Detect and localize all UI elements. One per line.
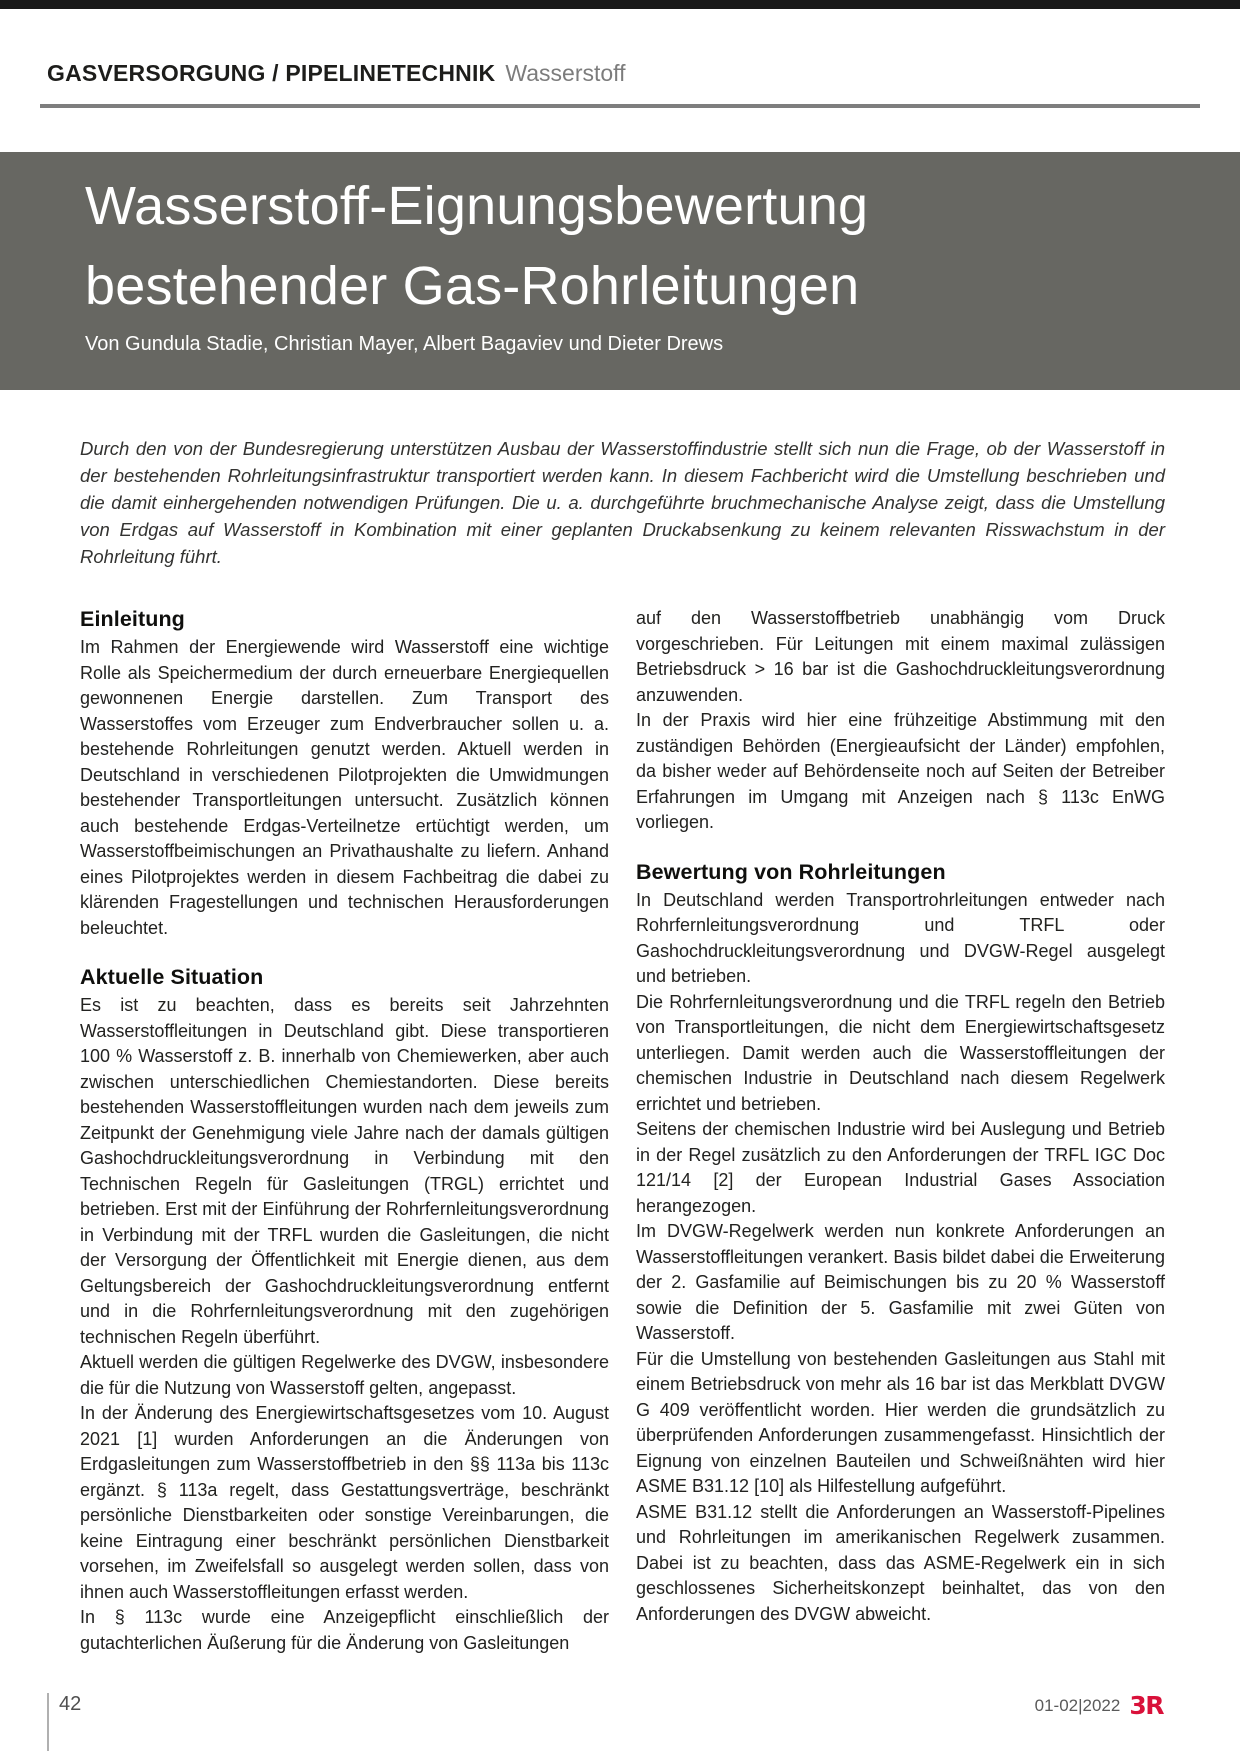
- article-columns: [80, 606, 1165, 1656]
- paragraph-situation-1: Es ist zu beachten, dass es bereits seit Jahrzehnten Wasserstoffleitungen in Deutschland gibt. Diese transportieren 100 % Wasserstoff z. B. innerhalb von Chemiewerken, aber auch zwischen unterschiedlichen Chemiestandorten. Diese bereits bestehenden Wasserstoffleitungen wurden nach dem jeweils zum Zeitpunkt der Genehmigung viele Jahre nach der damals gültigen Gashochdruckleitungsverordnung in Verbindung mit den Technischen Regeln für Gasleitungen (TRGL) errichtet und betrieben. Erst mit der Einführung der Rohrfernleitungsverordnung in Verbindung mit der TRFL wurden die Gasleitungen, die nicht der Versorgung der Öffentlichkeit mit Energie dienen, aus dem Geltungsbereich der Gashochdruckleitungsverordnung entfernt und in die Rohrfernleitungsverordnung mit den zugehörigen technischen Regeln überführt.: [80, 995, 609, 1347]
- heading-aktuelle-situation: Aktuelle Situation: [80, 965, 264, 989]
- paragraph-bewertung-5: Für die Umstellung von bestehenden Gasleitungen aus Stahl mit einem Betriebsdruck von mehr als 16 bar ist das Merkblatt DVGW G 409 veröffentlicht worden. Hier werden die grundsätzlich zu überprüfenden Anforderungen zusammengefasst. Hinsichtlich der Eignung von einzelnen Bauteilen und Schweißnähten wird hier ASME B31.12 [10] als Hilfestellung aufgeführt.: [636, 1348, 1165, 1496]
- authors-line: Von Gundula Stadie, Christian Mayer, Albert Bagaviev und Dieter Drews: [85, 333, 724, 355]
- issue-date: 01-02|2022: [1034, 1695, 1121, 1715]
- paragraph-bewertung-4: Im DVGW-Regelwerk werden nun konkrete Anforderungen an Wasserstoffleitungen verankert. Basis bildet dabei die Erweiterung der 2. Gasfamilie auf Beimischungen bis zu 20 % Wasserstoff sowie die Definition der 5. Gasfamilie mit zwei Güten von Wasserstoff.: [636, 1221, 1165, 1343]
- paragraph-continuation-2: In der Praxis wird hier eine frühzeitige Abstimmung mit den zuständigen Behörden (Energieaufsicht der Länder) empfohlen, da bisher weder auf Behördenseite noch auf Seiten der Betreiber Erfahrungen im Umgang mit Anzeigen nach § 113c EnWG vorliegen.: [636, 710, 1165, 832]
- paragraph-continuation-1: auf den Wasserstoffbetrieb unabhängig vom Druck vorgeschrieben. Für Leitungen mit einem maximal zulässigen Betriebsdruck > 16 bar ist die Gashochdruckleitungsverordnung anzuwenden.: [636, 608, 1165, 705]
- heading-bewertung: Bewertung von Rohrleitungen: [636, 859, 946, 884]
- page-number: 42: [59, 1693, 82, 1715]
- top-edge-bar: [0, 0, 1240, 9]
- article-title: [85, 166, 1200, 326]
- article-title-line1: Wasserstoff-Eignungsbewertung: [85, 176, 869, 236]
- heading-einleitung: Einleitung: [80, 607, 185, 631]
- page-number-block: [47, 1693, 81, 1751]
- paragraph-bewertung-1: In Deutschland werden Transportrohrleitungen entweder nach Rohrfernleitungsverordnung und TRFL oder Gashochdruckleitungsverordnung und DVGW-Regel ausgelegt und betrieben.: [636, 889, 1165, 986]
- issue-block: [1035, 1693, 1163, 1718]
- abstract: Durch den von der Bundesregierung unterstützen Ausbau der Wasserstoffindustrie stellt sich nun die Frage, ob der Wasserstoff in der bestehenden Rohrleitungsinfrastruktur transportiert werden kann. In diesem Fachbericht wird die Umstellung beschrieben und die damit einhergehenden notwendigen Prüfungen. Die u. a. durchgeführte bruchmechanische Analyse zeigt, dass die Umstellung von Erdgas auf Wasserstoff in Kombination mit einer geplanten Druckabsenkung zu keinem relevanten Risswachstum in der Rohrleitung führt.: [80, 438, 1165, 567]
- page-header: [47, 59, 1200, 87]
- paragraph-einleitung-1: Im Rahmen der Energiewende wird Wasserstoff eine wichtige Rolle als Speichermedium der durch erneuerbare Energiequellen gewonnenen Energie darstellen. Zum Transport des Wasserstoffes vom Erzeuger zum Endverbraucher sollen u. a. bestehende Rohrleitungen genutzt werden. Aktuell werden in Deutschland in verschiedenen Pilotprojekten die Umwidmungen bestehender Transportleitungen untersucht. Zusätzlich können auch bestehende Erdgas-Verteilnetze ertüchtigt werden, um Wasserstoffbeimischungen an Privathaushalte zu liefern. Anhand eines Pilotprojektes werden in diesem Fachbeitrag die dabei zu klärenden Fragestellungen und technischen Herausforderungen beleuchtet.: [80, 637, 609, 938]
- article-title-line2: bestehender Gas-Rohrleitungen: [85, 256, 860, 316]
- paragraph-bewertung-3: Seitens der chemischen Industrie wird bei Auslegung und Betrieb in der Regel zusätzlich zu den Anforderungen der TRFL IGC Doc 121/14 [2] der European Industrial Gases Association herangezogen.: [636, 1119, 1165, 1216]
- title-banner: [0, 152, 1240, 390]
- column-right: [636, 606, 1165, 1656]
- paragraph-situation-4: In § 113c wurde eine Anzeigepflicht einschließlich der gutachterlichen Äußerung für die Änderung von Gasleitungen: [80, 1607, 609, 1653]
- section-topic: Wasserstoff: [505, 60, 626, 86]
- paragraph-situation-3: In der Änderung des Energiewirtschaftsgesetzes vom 10. August 2021 [1] wurden Anforderungen an die Änderungen von Erdgasleitungen zum Wasserstoffbetrieb in den §§ 113a bis 113c ergänzt. § 113a regelt, dass Gestattungsverträge, beschränkt persönliche Dienstbarkeiten oder sonstige Vereinbarungen, die keine Eintragung einer beschränkt persönlichen Dienstbarkeit vorsehen, im Zweifelsfall so ausgelegt werden sollen, dass von ihnen auch Wasserstoffleitungen erfasst werden.: [80, 1403, 609, 1602]
- paragraph-bewertung-6: ASME B31.12 stellt die Anforderungen an Wasserstoff-Pipelines und Rohrleitungen im amerikanischen Regelwerk zusammen. Dabei ist zu beachten, dass das ASME-Regelwerk ein in sich geschlossenes Sicherheitskonzept beinhaltet, das von den Anforderungen des DVGW abweicht.: [636, 1501, 1165, 1624]
- header-divider: [40, 104, 1200, 108]
- page-footer: [47, 1693, 1163, 1751]
- section-title: GASVERSORGUNG / PIPELINETECHNIK: [47, 60, 496, 86]
- paragraph-bewertung-2: Die Rohrfernleitungsverordnung und die TRFL regeln den Betrieb von Transportleitungen, die nicht dem Energiewirtschaftsgesetz unterliegen. Damit werden auch die Wasserstoffleitungen der chemischen Industrie in Deutschland nach diesem Regelwerk errichtet und betrieben.: [636, 991, 1165, 1114]
- journal-logo: 3R: [1129, 1691, 1163, 1720]
- paragraph-situation-2: Aktuell werden die gültigen Regelwerke des DVGW, insbesondere die für die Nutzung von Wasserstoff gelten, angepasst.: [80, 1352, 609, 1398]
- column-left: [80, 606, 609, 1656]
